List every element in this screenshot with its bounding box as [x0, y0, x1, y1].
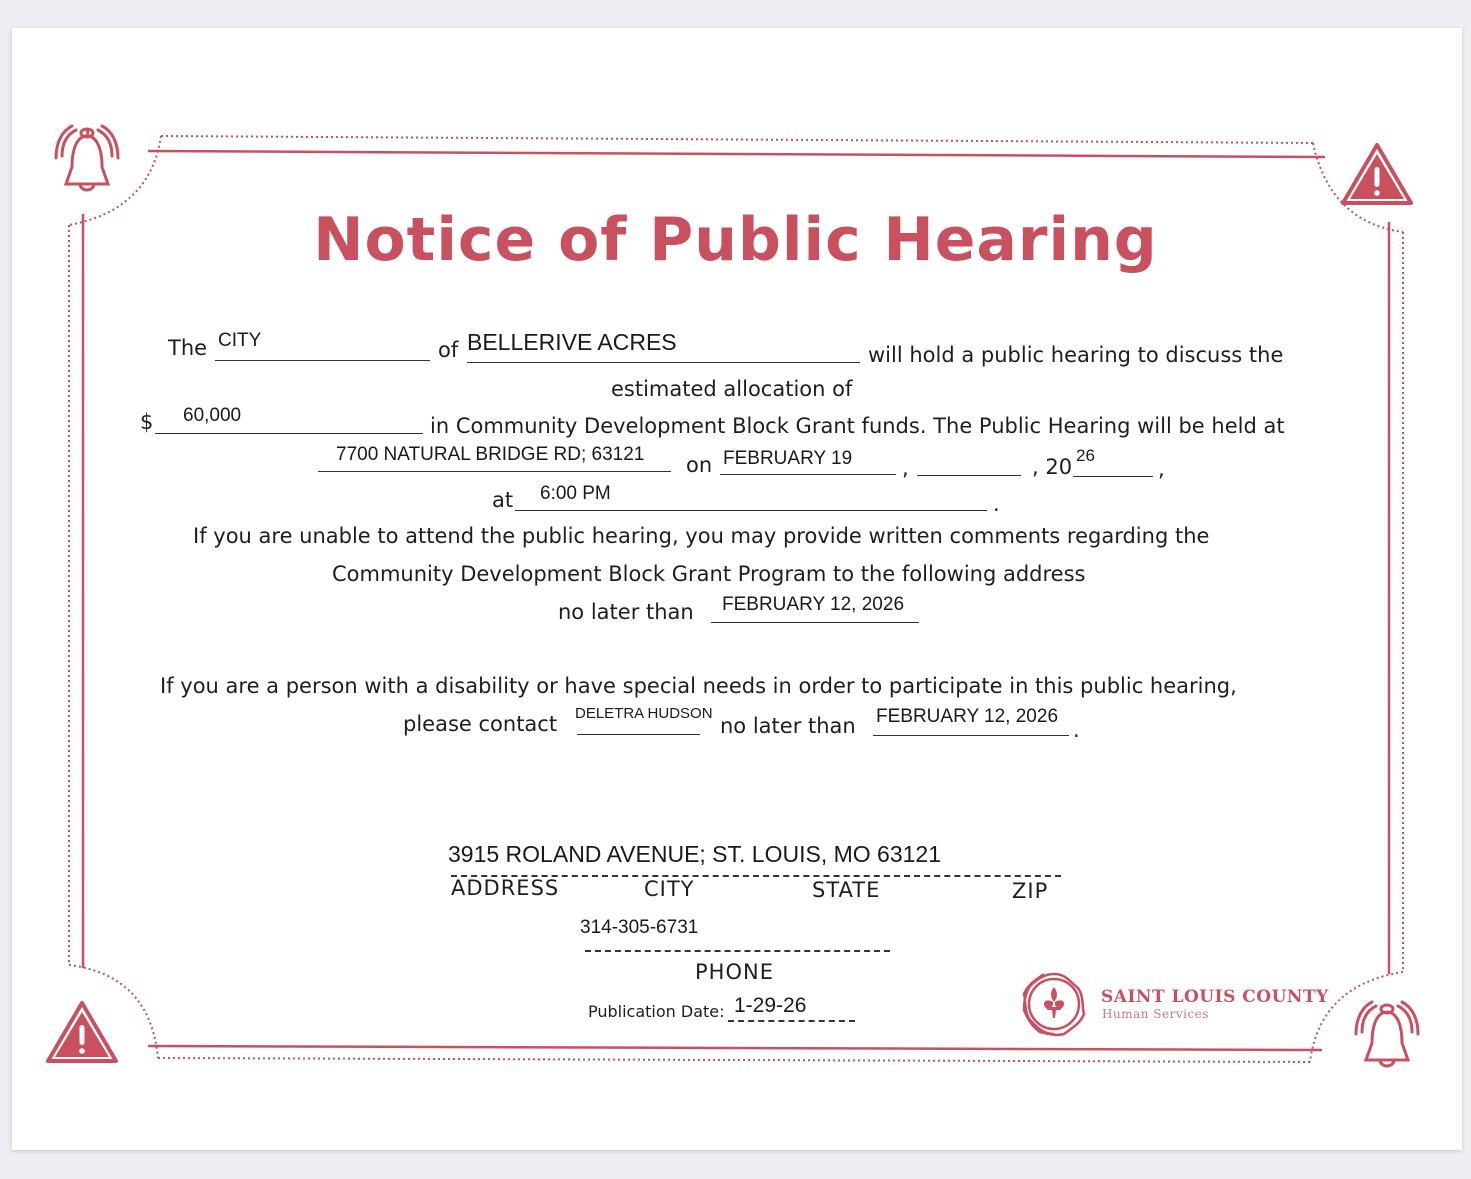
address-value: 3915 ROLAND AVENUE; ST. LOUIS, MO 63121	[448, 841, 942, 867]
year-suffix-value: 26	[1076, 446, 1095, 465]
time-value: 6:00 PM	[540, 483, 611, 504]
bell-ringing-icon	[1348, 998, 1426, 1076]
address-label: ADDRESS	[451, 876, 560, 900]
text-on: on	[686, 453, 713, 477]
contact-name-value: DELETRA HUDSON	[575, 705, 713, 722]
logo-name: SAINT LOUIS COUNTY	[1101, 987, 1329, 1007]
comma: ,	[1158, 457, 1165, 481]
warning-triangle-icon	[1340, 142, 1414, 208]
period: .	[1073, 718, 1080, 742]
disability-text-line1: If you are a person with a disability or have special needs in order to participate in this public hearing,	[160, 674, 1237, 698]
logo-subtitle: Human Services	[1102, 1007, 1209, 1021]
comments-deadline-value: FEBRUARY 12, 2026	[722, 594, 905, 615]
text-year-prefix: , 20	[1032, 455, 1073, 479]
fleur-de-lis-seal-icon	[1020, 970, 1088, 1038]
text-of: of	[438, 338, 459, 362]
zip-label: ZIP	[1012, 879, 1049, 903]
text-the: The	[168, 336, 208, 360]
disability-contact-prefix: please contact	[403, 712, 558, 736]
location-value: 7700 NATURAL BRIDGE RD; 63121	[336, 444, 645, 465]
text-at: at	[492, 488, 514, 512]
comma: ,	[902, 456, 909, 480]
phone-label: PHONE	[695, 960, 774, 984]
text-estimated-allocation: estimated allocation of	[611, 377, 853, 401]
disability-deadline-prefix: no later than	[720, 714, 856, 738]
disability-deadline-value: FEBRUARY 12, 2026	[876, 706, 1059, 727]
currency-symbol: $	[140, 410, 154, 434]
publication-date-value: 1-29-26	[734, 994, 807, 1017]
entity-type-value: CITY	[218, 330, 262, 351]
entity-name-value: BELLERIVE ACRES	[467, 329, 677, 355]
city-label: CITY	[644, 877, 695, 901]
page-title: Notice of Public Hearing	[313, 205, 1158, 275]
comments-text-line1: If you are unable to attend the public hearing, you may provide written comments regarding the	[193, 524, 1210, 548]
bell-ringing-icon	[48, 122, 126, 200]
publication-date-label: Publication Date:	[588, 1002, 725, 1021]
phone-value: 314-305-6731	[580, 917, 699, 938]
period: .	[993, 492, 1000, 516]
text-will-hold: will hold a public hearing to discuss the	[868, 343, 1284, 367]
warning-triangle-icon	[45, 1000, 119, 1066]
text-cdbg-funds: in Community Development Block Grant funds. The Public Hearing will be held at	[430, 414, 1285, 438]
comments-text-line2: Community Development Block Grant Program to the following address	[332, 562, 1086, 586]
comments-deadline-prefix: no later than	[558, 600, 694, 624]
state-label: STATE	[812, 878, 881, 902]
amount-value: 60,000	[183, 405, 242, 426]
date-value: FEBRUARY 19	[723, 448, 853, 469]
